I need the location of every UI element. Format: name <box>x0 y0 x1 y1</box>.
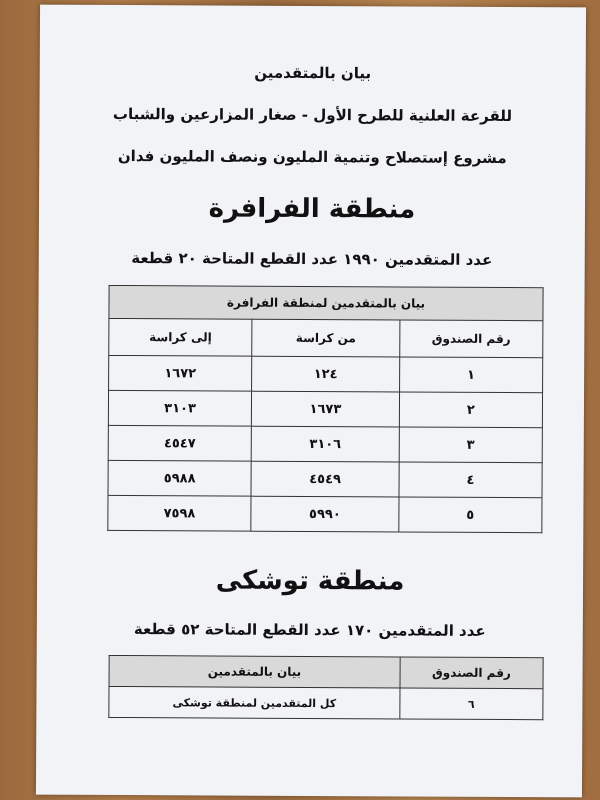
farafra-summary: عدد المتقدمين ١٩٩٠ عدد القطع المتاحة ٢٠ قطعة <box>131 249 493 269</box>
column-header-to: إلى كراسة <box>109 318 252 356</box>
table-row <box>109 355 543 392</box>
to-booklet: ٧٥٩٨ <box>108 495 251 531</box>
applicants-description: كل المتقدمين لمنطقة توشكى <box>109 686 400 719</box>
document-heading: بيان بالمتقدمين <box>254 63 372 83</box>
table-row <box>108 495 542 532</box>
farafra-title: منطقة الفرافرة <box>208 193 416 225</box>
to-booklet: ٥٩٨٨ <box>108 460 251 496</box>
to-booklet: ١٦٧٢ <box>109 355 252 391</box>
box-number: ٦ <box>400 688 543 720</box>
paper-sheet <box>36 5 586 798</box>
from-booklet: ١٦٧٣ <box>252 391 400 427</box>
box-number: ٢ <box>399 392 542 428</box>
box-number: ١ <box>399 357 542 393</box>
toshka-summary: عدد المتقدمين ١٧٠ عدد القطع المتاحة ٥٢ قطعة <box>133 620 486 640</box>
table-row <box>108 460 542 497</box>
toshka-title: منطقة توشكى <box>215 565 405 597</box>
table-row <box>108 425 542 462</box>
column-header-box: رقم الصندوق <box>400 657 543 689</box>
column-header-applicants: بيان بالمتقدمين <box>109 655 400 688</box>
table-row <box>108 390 542 427</box>
column-header-from: من كراسة <box>252 319 400 357</box>
to-booklet: ٤٥٤٧ <box>108 425 251 461</box>
toshka-table <box>108 655 543 720</box>
box-number: ٤ <box>399 462 542 498</box>
from-booklet: ٣١٠٦ <box>251 426 399 462</box>
farafra-table-caption: بيان بالمتقدمين لمنطقة الفرافرة <box>109 285 543 320</box>
farafra-table <box>107 285 543 533</box>
project-name: مشروع إستصلاح وتنمية المليون ونصف المليون فدان <box>117 146 507 168</box>
box-number: ٣ <box>399 427 542 463</box>
document-subheading: للقرعة العلنية للطرح الأول - صغار المزارعين والشباب <box>112 104 513 126</box>
box-number: ٥ <box>399 497 542 533</box>
from-booklet: ٥٩٩٠ <box>251 496 399 532</box>
to-booklet: ٣١٠٣ <box>108 390 251 426</box>
from-booklet: ٤٥٤٩ <box>251 461 399 497</box>
table-row <box>109 686 543 719</box>
from-booklet: ١٢٤ <box>252 356 400 392</box>
column-header-box: رقم الصندوق <box>400 320 543 358</box>
